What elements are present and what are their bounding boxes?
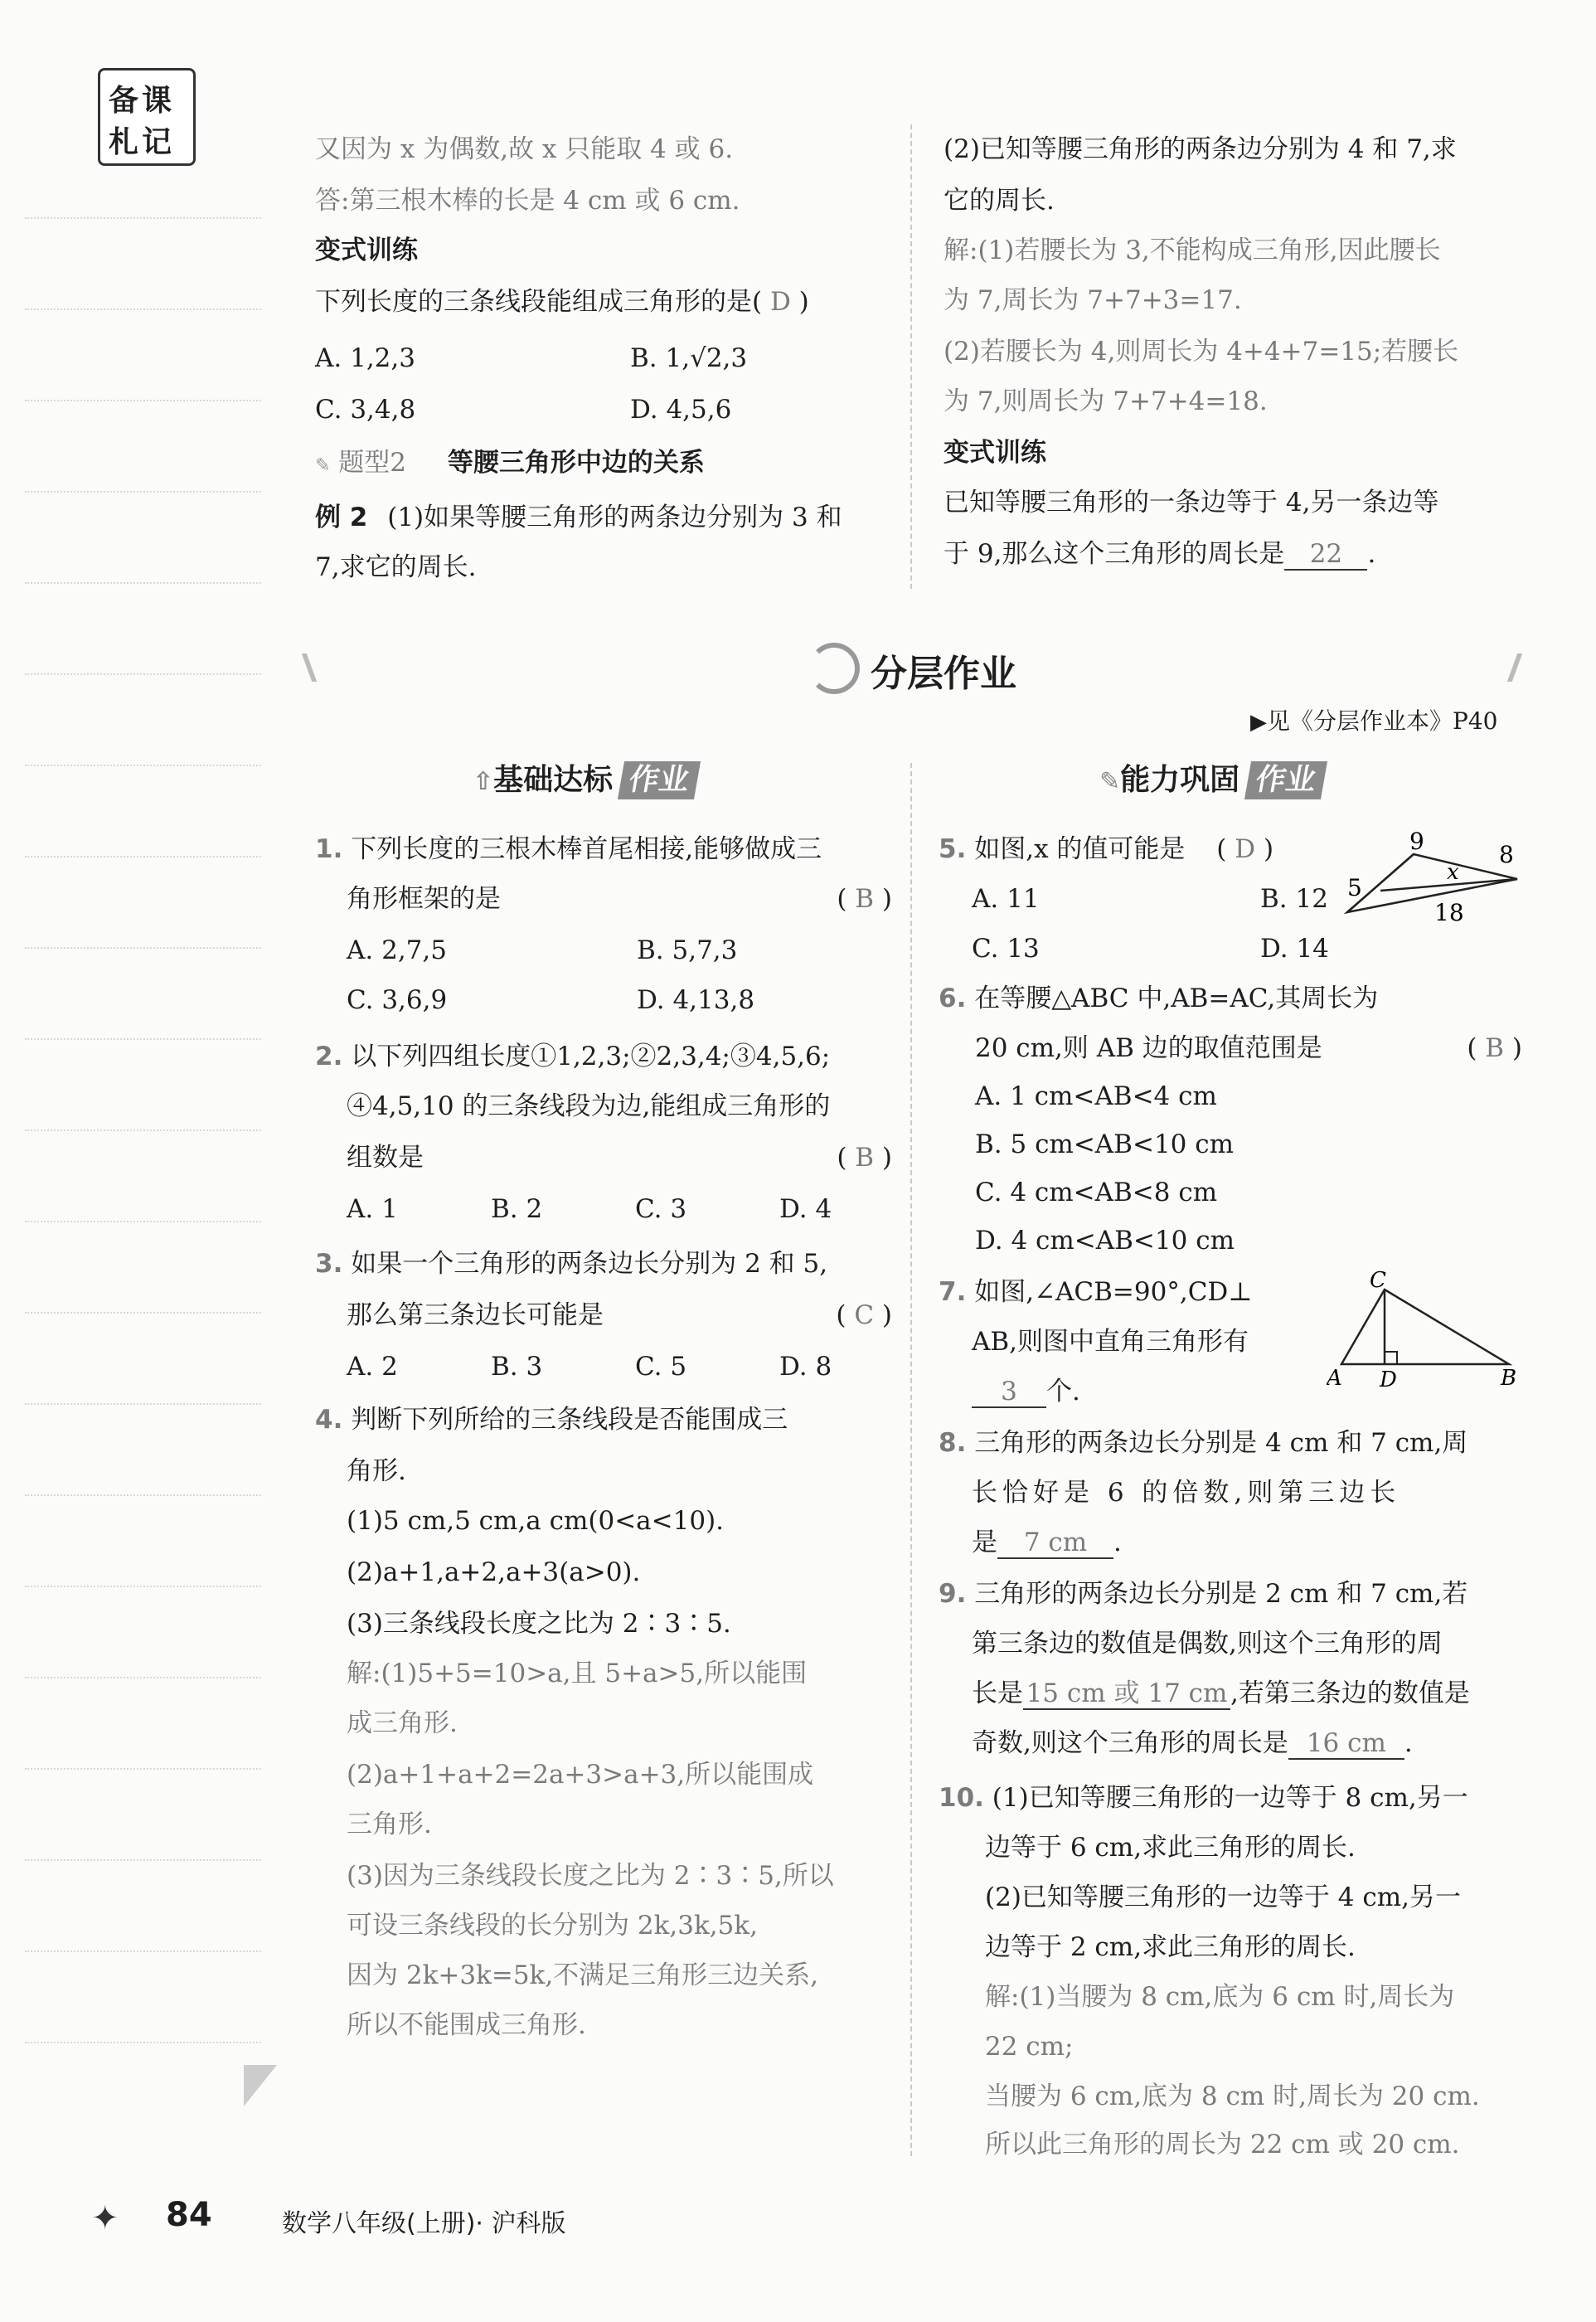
q1-option-c: C. 3,6,9: [347, 985, 448, 1015]
q3-option-c: C. 5: [635, 1352, 687, 1382]
svg-text:C: C: [1370, 1269, 1386, 1293]
q5-option-a: A. 11: [972, 884, 1040, 914]
q9-line-4: 奇数,则这个三角形的周长是 16 cm .: [972, 1728, 1413, 1758]
page-number: 84: [166, 2196, 212, 2234]
section-title: 分层作业: [871, 653, 1016, 695]
variant-right-line-1: 已知等腰三角形的一条边等于 4,另一条边等: [944, 488, 1439, 517]
memo-title-top: 备课: [109, 84, 176, 118]
q7-line-1: 7. 如图,∠ACB=90°,CD⊥: [939, 1277, 1253, 1307]
pencil-icon: ✎: [1099, 767, 1121, 796]
q5-outer-triangle: [1347, 854, 1517, 912]
q6-option-b: B. 5 cm<AB<10 cm: [975, 1129, 1234, 1159]
q4-answer-6: 可设三条线段的长分别为 2k,3k,5k,: [347, 1911, 758, 1941]
q5-line-1: 5. 如图,x 的值可能是 ( D ): [939, 834, 1274, 864]
q9-blank-1: 15 cm 或 17 cm: [1023, 1678, 1230, 1710]
answer-line: 答:第三根木棒的长是 4 cm 或 6 cm.: [315, 186, 740, 216]
corner-decoration: [244, 2065, 277, 2106]
fill-blank: 22: [1284, 539, 1367, 571]
q4-sub-2: (2)a+1,a+2,a+3(a>0).: [347, 1557, 641, 1587]
q10-line-3: (2)已知等腰三角形的一边等于 4 cm,另一: [985, 1882, 1461, 1912]
q10-answer-4: 所以此三角形的周长为 22 cm 或 20 cm.: [985, 2130, 1460, 2159]
q1-option-b: B. 5,7,3: [637, 935, 738, 965]
q9-line-3: 长是 15 cm 或 17 cm ,若第三条边的数值是: [972, 1678, 1470, 1708]
q4-answer-5: (3)因为三条线段长度之比为 2∶3∶5,所以: [347, 1861, 834, 1891]
option-a: A. 1,2,3: [315, 343, 415, 373]
q5-option-b: B. 12: [1260, 884, 1328, 914]
label-5: 5: [1347, 874, 1362, 901]
memo-title-bottom: 札记: [109, 125, 176, 159]
q7-triangle: [1341, 1290, 1509, 1364]
q9-line-2: 第三条边的数值是偶数,则这个三角形的周: [972, 1629, 1443, 1659]
q2-left-line-1: 2. 以下列四组长度①1,2,3;②2,3,4;③4,5,6;: [315, 1042, 831, 1071]
label-x: x: [1447, 860, 1459, 885]
option-c: C. 3,4,8: [315, 395, 416, 425]
q3-option-d: D. 8: [779, 1352, 832, 1382]
banner-swirl-icon: [808, 643, 860, 694]
solution-line-4: 为 7,则周长为 7+7+4=18.: [944, 386, 1268, 416]
left-heading: ⇧基础达标 作业: [473, 761, 697, 801]
up-arrow-icon: ⇧: [473, 767, 494, 796]
q2-line-2: 它的周长.: [944, 186, 1055, 216]
type-heading: ✎ 题型2 等腰三角形中边的关系: [315, 448, 705, 478]
right-heading: ✎能力巩固 作业: [1099, 761, 1324, 801]
type-label: 题型2: [338, 448, 407, 478]
q7-line-3: 3 个.: [972, 1377, 1080, 1408]
variant-right-line-2: 于 9,那么这个三角形的周长是 22 .: [944, 539, 1376, 569]
q7-blank: 3: [972, 1377, 1046, 1408]
q4-answer-7: 因为 2k+3k=5k,不满足三角形三边关系,: [347, 1960, 819, 1990]
footer-logo-icon: ✦: [91, 2199, 119, 2237]
q6-option-a: A. 1 cm<AB<4 cm: [975, 1081, 1217, 1111]
q5-triangle-figure: [1343, 829, 1526, 929]
q1-line-2: 角形框架的是 ( B ): [347, 884, 892, 914]
example-line-2: 7,求它的周长.: [315, 552, 477, 582]
q2-option-a: A. 1: [347, 1194, 398, 1224]
q3-option-b: B. 3: [491, 1352, 543, 1382]
q2-option-b: B. 2: [491, 1194, 543, 1224]
q10-answer-2: 22 cm;: [985, 2032, 1074, 2062]
q7-line-2: AB,则图中直角三角形有: [972, 1327, 1249, 1357]
q4-answer-1: 解:(1)5+5=10>a,且 5+a>5,所以能围: [347, 1659, 808, 1688]
q5-option-d: D. 14: [1260, 934, 1329, 964]
q4-line-1: 4. 判断下列所给的三条线段是否能围成三: [315, 1405, 788, 1435]
q8-line-1: 8. 三角形的两条边长分别是 4 cm 和 7 cm,周: [939, 1428, 1468, 1458]
q10-answer-1: 解:(1)当腰为 8 cm,底为 6 cm 时,周长为: [985, 1982, 1455, 2012]
q10-answer-3: 当腰为 6 cm,底为 8 cm 时,周长为 20 cm.: [985, 2082, 1480, 2111]
q6-option-c: C. 4 cm<AB<8 cm: [975, 1178, 1218, 1207]
solution-line-2: 为 7,周长为 7+7+3=17.: [944, 285, 1242, 315]
variant-question: 下列长度的三条线段能组成三角形的是( D ): [315, 287, 809, 317]
q4-answer-3: (2)a+1+a+2=2a+3>a+3,所以能围成: [347, 1760, 814, 1790]
q9-blank-2: 16 cm: [1288, 1728, 1404, 1760]
svg-text:D: D: [1380, 1367, 1397, 1392]
q2-left-line-3: 组数是 ( B ): [347, 1143, 892, 1173]
q8-blank: 7 cm: [997, 1528, 1113, 1559]
label-8: 8: [1499, 841, 1514, 868]
q4-line-2: 角形.: [347, 1456, 406, 1486]
q1-line-1: 1. 下列长度的三根木棒首尾相接,能够做成三: [315, 834, 822, 864]
q3-line-1: 3. 如果一个三角形的两条边长分别为 2 和 5,: [315, 1249, 828, 1279]
homework-reference: ▶见《分层作业本》P40: [1250, 707, 1498, 735]
solution-line: 又因为 x 为偶数,故 x 只能取 4 或 6.: [315, 134, 734, 164]
q2-line-1: (2)已知等腰三角形的两条边分别为 4 和 7,求: [944, 134, 1457, 164]
q4-answer-4: 三角形.: [347, 1810, 432, 1839]
section-banner: [307, 639, 1517, 697]
q4-sub-3: (3)三条线段长度之比为 2∶3∶5.: [347, 1609, 731, 1639]
q3-option-a: A. 2: [347, 1352, 398, 1382]
q2-option-c: C. 3: [635, 1194, 687, 1224]
q10-line-4: 边等于 2 cm,求此三角形的周长.: [985, 1932, 1356, 1962]
q6-option-d: D. 4 cm<AB<10 cm: [975, 1226, 1235, 1256]
q2-option-d: D. 4: [779, 1194, 832, 1224]
book-title: 数学八年级(上册)· 沪科版: [282, 2209, 566, 2238]
svg-text:B: B: [1501, 1366, 1517, 1391]
label-18: 18: [1434, 899, 1464, 926]
example-line-1: 例 2 (1)如果等腰三角形的两条边分别为 3 和: [315, 503, 842, 532]
q6-line-1: 6. 在等腰△ABC 中,AB=AC,其周长为: [939, 984, 1379, 1013]
q10-line-2: 边等于 6 cm,求此三角形的周长.: [985, 1833, 1356, 1863]
q10-line-1: 10. (1)已知等腰三角形的一边等于 8 cm,另一: [939, 1783, 1468, 1813]
q8-line-3: 是 7 cm .: [972, 1528, 1122, 1557]
q3-line-2: 那么第三条边长可能是 ( C ): [347, 1300, 892, 1330]
q1-option-d: D. 4,13,8: [637, 985, 755, 1015]
q1-option-a: A. 2,7,5: [347, 935, 447, 965]
variant-title: 变式训练: [315, 236, 418, 265]
q6-line-2: 20 cm,则 AB 边的取值范围是 ( B ): [975, 1033, 1522, 1063]
variant-title-right: 变式训练: [944, 438, 1046, 468]
q4-answer-2: 成三角形.: [347, 1708, 458, 1738]
play-icon: ▶: [1250, 710, 1267, 735]
svg-text:A: A: [1327, 1366, 1342, 1391]
q9-line-1: 9. 三角形的两条边长分别是 2 cm 和 7 cm,若: [939, 1579, 1468, 1609]
q4-sub-1: (1)5 cm,5 cm,a cm(0<a<10).: [347, 1506, 725, 1536]
option-d: D. 4,5,6: [630, 395, 732, 425]
type-title: 等腰三角形中边的关系: [447, 448, 705, 478]
memo-badge: [98, 68, 196, 166]
variant-answer: D: [769, 287, 791, 317]
solution-line-3: (2)若腰长为 4,则周长为 4+4+7=15;若腰长: [944, 337, 1459, 367]
q5-option-c: C. 13: [972, 934, 1040, 964]
q4-answer-8: 所以不能围成三角形.: [347, 2010, 586, 2040]
label-9: 9: [1409, 829, 1424, 855]
q8-line-2: 长恰好是 6 的倍数,则第三边长: [972, 1478, 1401, 1508]
q2-left-line-2: ④4,5,10 的三条线段为边,能组成三角形的: [347, 1091, 831, 1121]
q7-triangle-figure: [1327, 1269, 1526, 1393]
solution-line-1: 解:(1)若腰长为 3,不能构成三角形,因此腰长: [944, 236, 1441, 265]
option-b: B. 1,√2,3: [630, 343, 748, 373]
